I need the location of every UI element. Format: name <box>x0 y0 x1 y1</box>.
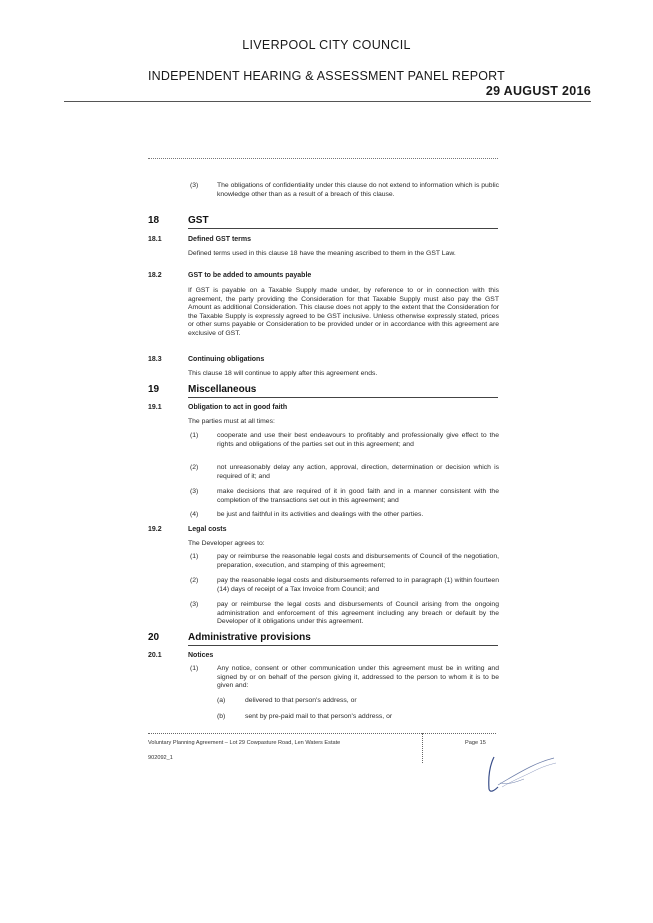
subsection-title: GST to be added to amounts payable <box>188 272 312 279</box>
list-number: (3) <box>190 488 199 495</box>
subsection-number: 20.1 <box>148 652 162 659</box>
subsection-number: 18.1 <box>148 236 162 243</box>
header-rule <box>64 101 591 102</box>
subsection-title: Obligation to act in good faith <box>188 404 288 411</box>
list-item: pay or reimburse the reasonable legal costs and disbursements of Council of the negotiation, preparation, execution, and stamping of this agreement; <box>217 553 499 569</box>
footer-agreement: Voluntary Planning Agreement – Lot 29 Cowpasture Road, Len Waters Estate <box>148 740 341 746</box>
section-rule <box>188 397 498 398</box>
list-number: (2) <box>190 577 199 584</box>
sublist-letter: (a) <box>217 697 226 704</box>
subsection-number: 19.2 <box>148 526 162 533</box>
subsection-title: Notices <box>188 652 214 659</box>
list-item: Any notice, consent or other communication under this agreement must be in writing and signed by or on behalf of the person giving it, addressed to the person to whom it is to be given and: <box>217 665 499 690</box>
section-number: 20 <box>148 632 160 643</box>
paragraph: If GST is payable on a Taxable Supply made under, by reference to or in connection with this agreement, the party providing the Consideration for that Taxable Supply must also pay the GST Amount as additional Consideration. This clause does not apply to the extent that the Consideration for the Taxable Supply is expressly agreed to be GST inclusive. Unless otherwise expressly stated, prices or other sums payable or Consideration to be provided under or in accordance with this agreement are exclusive of GST. <box>188 287 499 337</box>
section-rule <box>188 645 498 646</box>
list-number: (1) <box>190 432 199 439</box>
subsection-number: 19.1 <box>148 404 162 411</box>
section-number: 18 <box>148 215 160 226</box>
list-item: not unreasonably delay any action, approval, direction, determination or decision which is required of it; and <box>217 464 499 480</box>
subsection-number: 18.3 <box>148 356 162 363</box>
list-number: (2) <box>190 464 199 471</box>
list-number: (3) <box>190 601 199 608</box>
clause-text: The obligations of confidentiality under this clause do not extend to information which is public knowledge other than as a result of a breach of this clause. <box>217 182 499 198</box>
list-item: be just and faithful in its activities and dealings with the other parties. <box>217 511 424 518</box>
list-item: pay or reimburse the legal costs and disbursements of Council arising from the ongoing administration and enforcement of this agreement including any breach or default by the Developer of it obligations under this agreement. <box>217 601 499 626</box>
list-intro: The parties must at all times: <box>188 418 275 425</box>
report-date: 29 AUGUST 2016 <box>485 84 591 98</box>
footer-divider <box>422 733 423 763</box>
section-title: GST <box>188 215 209 226</box>
top-dotted-rule <box>148 158 498 159</box>
footer-reference: 902092_1 <box>148 755 173 761</box>
sublist-item: delivered to that person's address, or <box>245 697 357 704</box>
list-number: (4) <box>190 511 199 518</box>
section-rule <box>188 228 498 229</box>
section-title: Miscellaneous <box>188 384 257 395</box>
subsection-title: Defined GST terms <box>188 236 252 243</box>
paragraph: Defined terms used in this clause 18 have the meaning ascribed to them in the GST Law. <box>188 250 456 257</box>
signature-image <box>478 755 558 797</box>
footer-rule <box>148 733 496 734</box>
subsection-number: 18.2 <box>148 272 162 279</box>
list-item: make decisions that are required of it in good faith and in a manner consistent with the completion of the transactions set out in this agreement; and <box>217 488 499 504</box>
section-title: Administrative provisions <box>188 632 311 643</box>
sublist-letter: (b) <box>217 713 226 720</box>
clause-number: (3) <box>190 182 199 189</box>
list-intro: The Developer agrees to: <box>188 540 265 547</box>
paragraph: This clause 18 will continue to apply after this agreement ends. <box>188 370 378 377</box>
council-name: LIVERPOOL CITY COUNCIL <box>242 38 411 52</box>
list-item: cooperate and use their best endeavours to profitably and professionally give effect to the rights and obligations of the parties set out in this agreement; and <box>217 432 499 448</box>
list-number: (1) <box>190 553 199 560</box>
subsection-title: Continuing obligations <box>188 356 265 363</box>
section-number: 19 <box>148 384 160 395</box>
footer-page-number: Page 15 <box>465 740 486 746</box>
sublist-item: sent by pre-paid mail to that person's address, or <box>245 713 393 720</box>
subsection-title: Legal costs <box>188 526 227 533</box>
report-title: INDEPENDENT HEARING & ASSESSMENT PANEL REPORT <box>147 69 505 83</box>
list-item: pay the reasonable legal costs and disbursements referred to in paragraph (1) within fourteen (14) days of receipt of a Tax Invoice from Council; and <box>217 577 499 593</box>
list-number: (1) <box>190 665 199 672</box>
